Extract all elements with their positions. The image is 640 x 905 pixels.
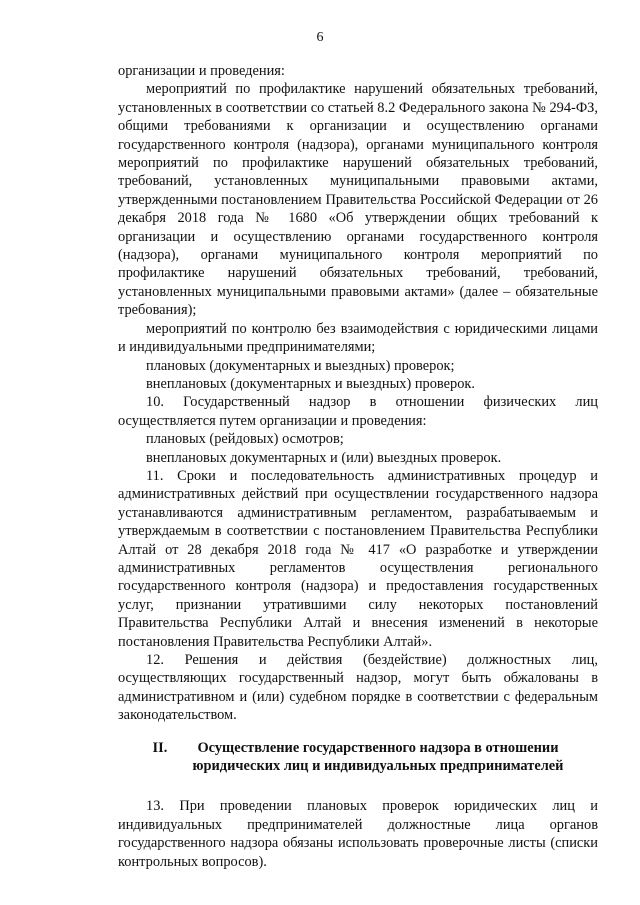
paragraph: 11. Сроки и последовательность административных процедур и административных действий при осуществлении государственного надзора устанавливаются административным регламентом, разрабатываемым и утверждаемым в соответствии с постановлением Правительства Республики Алтай от 28 декабря 2018 года № 417 «О разработке и утверждении административных регламентов осуществления регионального государственного контроля (надзора) и предоставления государственных услуг, признании утратившими силу некоторых постановлений Правительства Республики Алтай и внесения изменений в некоторые постановления Правительства Республики Алтай». — [118, 467, 598, 650]
paragraph: мероприятий по контролю без взаимодействия с юридическими лицами и индивидуальными предпринимателями; — [118, 320, 598, 356]
paragraphs-before-section — [118, 62, 598, 725]
paragraph: 13. При проведении плановых проверок юридических лиц и индивидуальных предпринимателей должностные лица органов государственного надзора обязаны использовать проверочные листы (списки контрольных вопросов). — [118, 798, 598, 870]
paragraph: 12. Решения и действия (бездействие) должностных лиц, осуществляющих государственный надзор, могут быть обжалованы в административном и (или) судебном порядке в соответствии с федеральным законодательством. — [118, 652, 598, 724]
section-number: II. — [152, 739, 168, 756]
paragraph: организации и проведения: — [118, 63, 285, 79]
section-heading — [118, 739, 598, 776]
paragraph: мероприятий по профилактике нарушений обязательных требований, установленных в соответствии со статьей 8.2 Федерального закона № 294-ФЗ, общими требованиями к организации и осуществлению органами государственного контроля (надзора), органами муниципального контроля мероприятий по профилактике нарушений обязательных требований, требований, установленных муниципальными правовыми актами, утвержденными постановлением Правительства Российской Федерации от 26 декабря 2018 года № 1680 «Об утверждении общих требований к организации и осуществлению органами государственного контроля (надзора), органами муниципального контроля мероприятий по профилактике нарушений обязательных требований, требований, установленных муниципальными правовыми актами» (далее – обязательные требования); — [118, 81, 598, 319]
document-body — [118, 62, 598, 871]
paragraphs-after-section — [118, 797, 598, 871]
paragraph: внеплановых (документарных и выездных) проверок. — [146, 375, 476, 392]
section-title-line-2: юридических лиц и индивидуальных предпринимателей — [192, 758, 564, 775]
paragraph: внеплановых документарных и (или) выездных проверок. — [146, 449, 502, 466]
paragraph: 10. Государственный надзор в отношении физических лиц осуществляется путем организации и проведения: — [118, 394, 598, 429]
paragraph: плановых (документарных и выездных) проверок; — [146, 357, 455, 374]
paragraph: плановых (рейдовых) осмотров; — [146, 431, 344, 448]
page-number: 6 — [316, 30, 324, 45]
section-title-line-1: Осуществление государственного надзора в отношении — [197, 739, 559, 756]
section-title — [193, 739, 564, 776]
